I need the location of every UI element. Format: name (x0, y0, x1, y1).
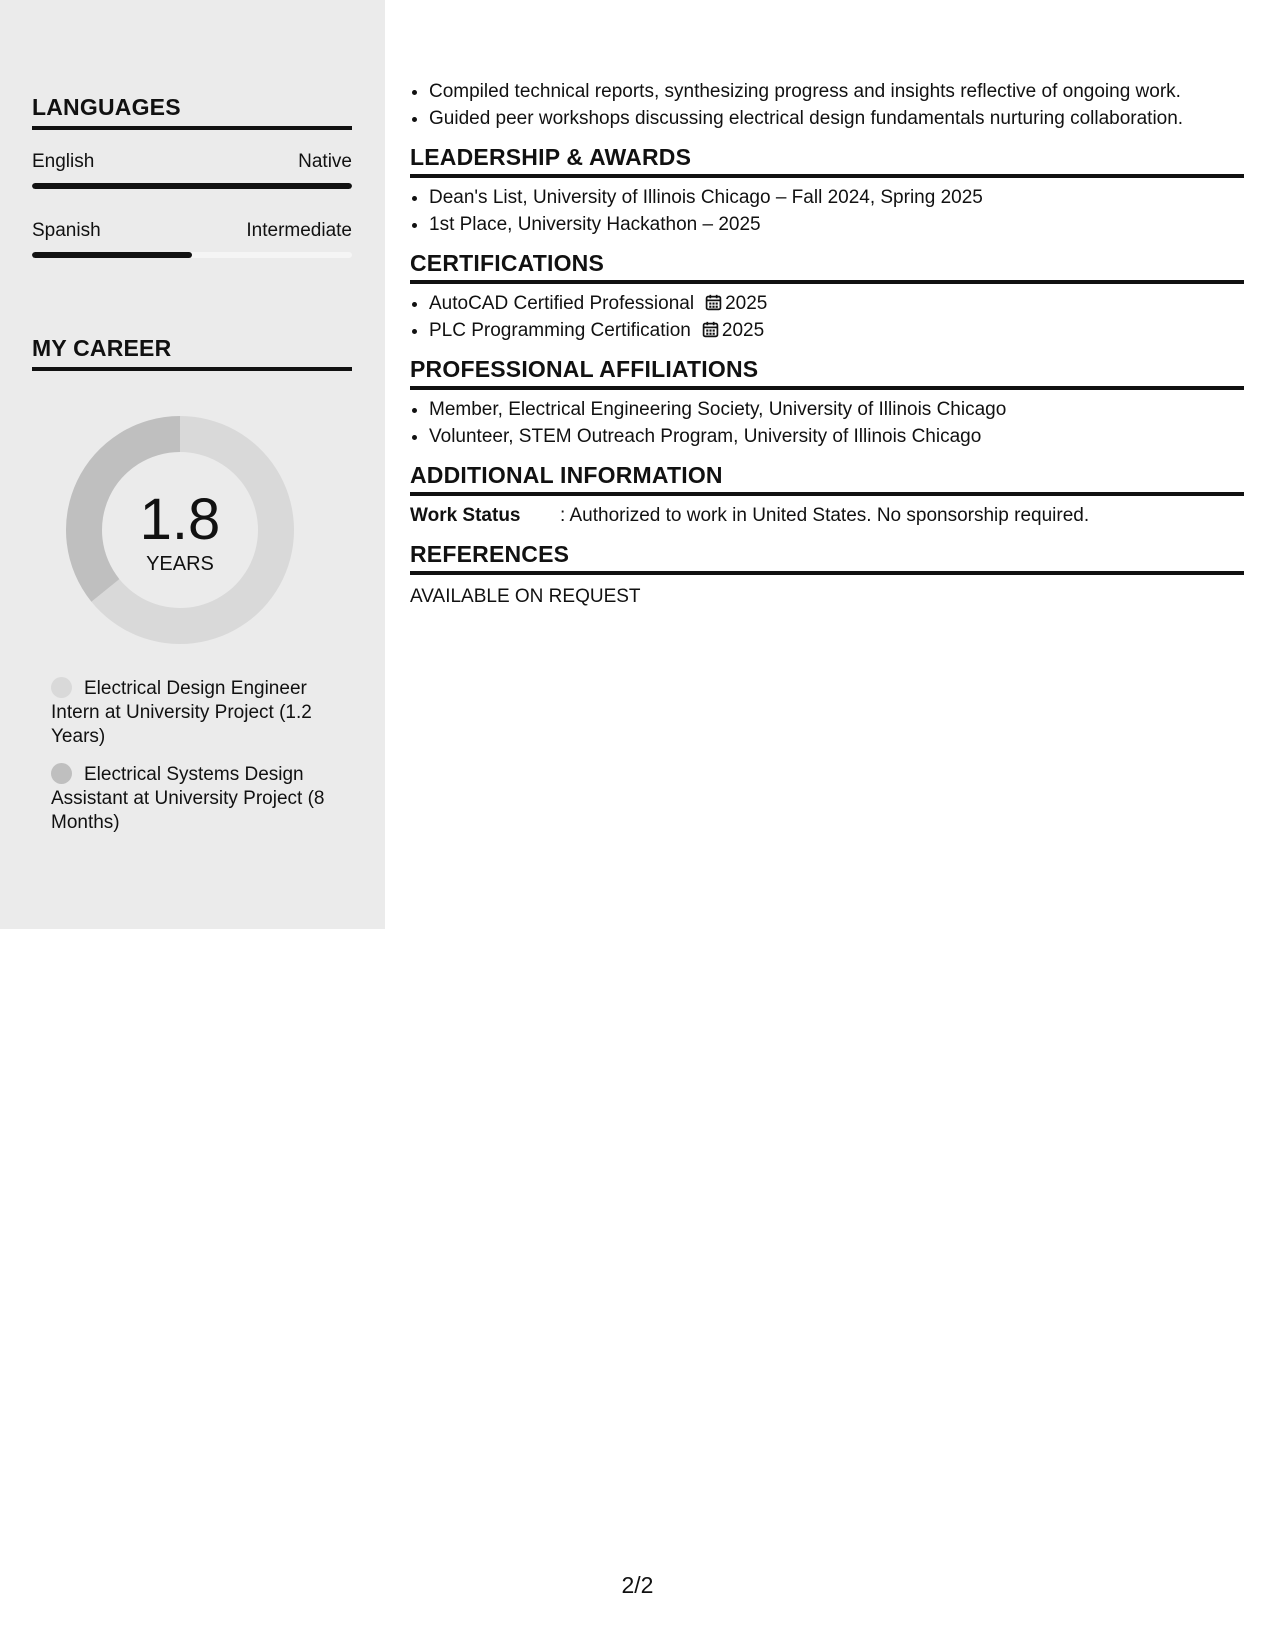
language-bar-fill (32, 183, 352, 189)
affiliations-list (410, 396, 1244, 450)
language-name: Spanish (32, 220, 101, 241)
career-legend-label: Electrical Systems Design Assistant at University Project (8 Months) (51, 764, 325, 833)
leadership-heading: LEADERSHIP & AWARDS (410, 144, 1244, 178)
certification-name: PLC Programming Certification (429, 320, 691, 341)
leadership-list (410, 184, 1244, 238)
work-status-label: Work Status (410, 505, 521, 526)
certification-year: 2025 (725, 293, 768, 314)
career-legend-item (51, 677, 341, 749)
references-text: AVAILABLE ON REQUEST (410, 586, 641, 607)
list-item: • Dean's List, University of Illinois Chicago – Fall 2024, Spring 2025 (429, 184, 1244, 211)
languages-heading: LANGUAGES (32, 94, 352, 130)
language-row-english (32, 151, 352, 173)
page-number: 2/2 (621, 1572, 654, 1598)
language-level: Native (298, 151, 352, 172)
career-total-value: 1.8 (139, 486, 221, 552)
certification-item (429, 290, 1244, 317)
language-bar-fill (32, 252, 192, 258)
language-bar-english (32, 183, 352, 189)
language-name: English (32, 151, 95, 172)
career-heading: MY CAREER (32, 335, 352, 371)
career-donut-center (66, 416, 294, 644)
calendar-icon (705, 294, 722, 311)
language-bar-spanish (32, 252, 352, 258)
affiliations-heading: PROFESSIONAL AFFILIATIONS (410, 356, 1244, 390)
career-legend (51, 677, 341, 849)
list-item: • Member, Electrical Engineering Society, University of Illinois Chicago (429, 396, 1244, 423)
additional-info-heading: ADDITIONAL INFORMATION (410, 462, 1244, 496)
list-item: • 1st Place, University Hackathon – 2025 (429, 211, 1244, 238)
certification-item (429, 317, 1244, 344)
career-legend-label: Electrical Design Engineer Intern at University Project (1.2 Years) (51, 678, 312, 747)
language-row-spanish (32, 220, 352, 242)
work-status-row (410, 502, 1244, 529)
career-donut-chart (66, 416, 294, 644)
work-status-value: : Authorized to work in United States. No sponsorship required. (560, 505, 1090, 526)
sidebar (0, 0, 385, 929)
list-item: • Guided peer workshops discussing electrical design fundamentals nurturing collaboration. (429, 105, 1244, 132)
calendar-icon (702, 321, 719, 338)
legend-dot-icon (51, 677, 72, 698)
list-item: • Volunteer, STEM Outreach Program, University of Illinois Chicago (429, 423, 1244, 450)
references-heading: REFERENCES (410, 541, 1244, 575)
legend-dot-icon (51, 763, 72, 784)
certification-name: AutoCAD Certified Professional (429, 293, 695, 314)
certifications-list (410, 290, 1244, 344)
career-legend-item (51, 763, 341, 835)
certification-year: 2025 (721, 320, 765, 341)
experience-continued-list (410, 78, 1244, 132)
language-level: Intermediate (246, 220, 352, 241)
certifications-heading: CERTIFICATIONS (410, 250, 1244, 284)
main-content (410, 78, 1244, 610)
list-item: • Compiled technical reports, synthesizing progress and insights reflective of ongoing work. (429, 78, 1244, 105)
career-total-unit: YEARS (146, 552, 214, 575)
